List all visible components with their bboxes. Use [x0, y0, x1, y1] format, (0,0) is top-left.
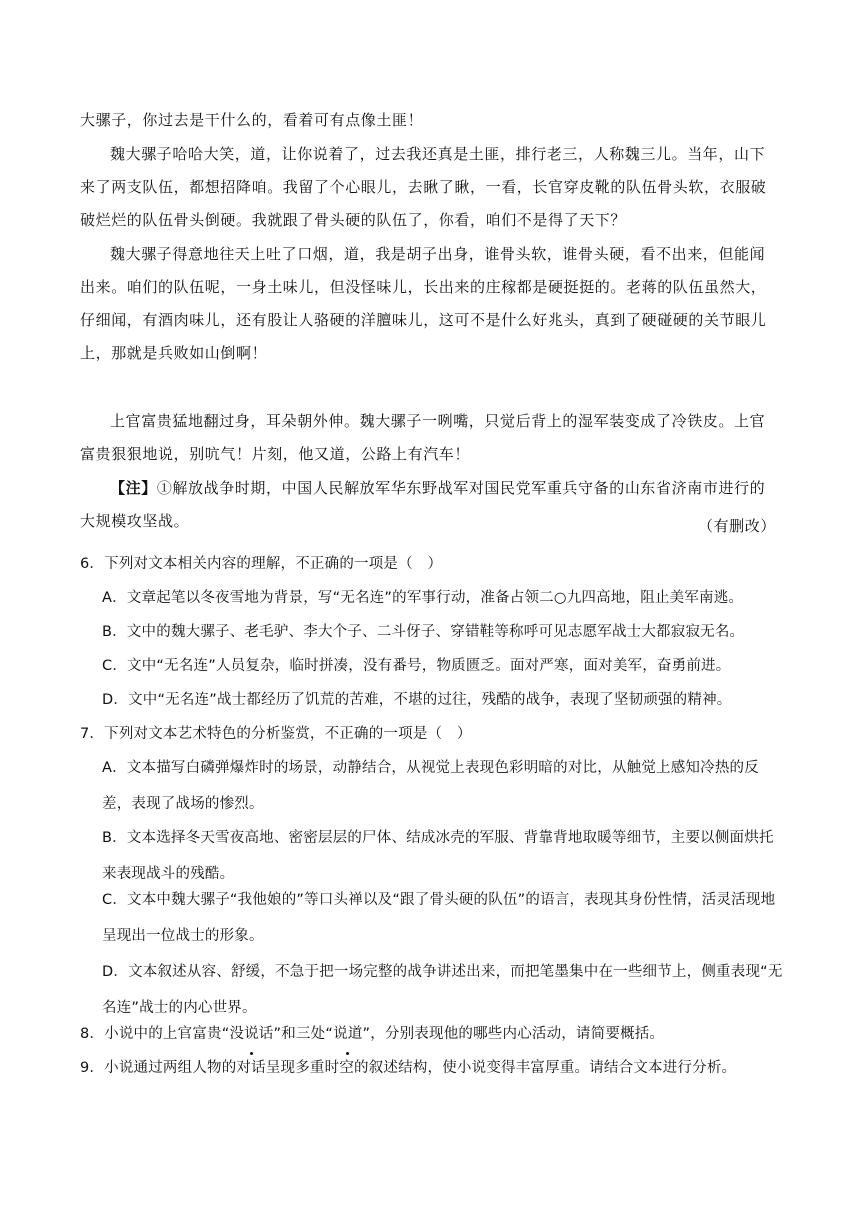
question-7-option-b: B．文本选择冬天雪夜高地、密密层层的尸体、结成冰壳的军服、背靠背地取暖等细节，主要以侧面烘托来表现战斗的残酷。: [102, 830, 774, 882]
question-8-text-mid: ”和三处“: [273, 1026, 334, 1042]
question-8-text-pre: 8．小说中的上官富贵“: [80, 1026, 230, 1042]
question-7-title: 7．下列对文本艺术特色的分析鉴赏，不正确的一项是（ ）: [80, 726, 472, 742]
note-text: ①解放战争时期，中国人民解放军华东野战军对国民党军重兵守备的山东省济南市进行的大规模攻坚战。: [80, 479, 766, 530]
question-7-option-a: A．文本描写白磷弹爆炸时的场景，动静结合，从视觉上表现色彩明暗的对比，从触觉上感知冷热的反差，表现了战场的惨烈。: [102, 760, 759, 812]
question-6-option-c: C．文中“无名连”人员复杂，临时拼凑，没有番号，物质匮乏。面对严寒，面对美军，奋勇前进。: [102, 658, 731, 674]
story-paragraph-3: 魏大骡子得意地往天上吐了口烟，道，我是胡子出身，谁骨头软，谁骨头硬，看不出来，但能闻出来。咱们的队伍呢，一身土味儿，但没怪味儿，长出来的庄稼都是硬挺挺的。老蒋的队伍虽然大，仔细闻，有酒肉味儿，还有股让人骆硬的洋膻味儿，这可不是什么好兆头，真到了硬碰硬的关节眼儿上，那就是兵败如山倒啊！: [80, 245, 767, 362]
note-label: 【注】: [110, 479, 157, 497]
story-paragraph-2: 魏大骡子哈哈大笑，道，让你说着了，过去我还真是土匪，排行老三，人称魏三儿。当年，山下来了两支队伍，都想招降咱。我留了个心眼儿，去瞅了瞅，一看，长官穿皮靴的队伍骨头软，衣服破破烂烂的队伍骨头倒硬。我就跟了骨头硬的队伍了，你看，咱们不是得了天下？: [80, 145, 767, 229]
question-9: 9．小说通过两组人物的对话呈现多重时空的叙述结构，使小说变得丰富厚重。请结合文本进行分析。: [80, 1060, 737, 1076]
source-note: （有删改）: [697, 517, 776, 535]
story-paragraph-1: 大骡子，你过去是干什么的，看着可有点像土匪！: [80, 111, 424, 129]
story-paragraph-4: 上官富贵猛地翻过身，耳朵朝外伸。魏大骡子一咧嘴，只觉后背上的湿军装变成了冷铁皮。上官富贵狠狠地说，别吭气！片刻，他又道，公路上有汽车！: [80, 412, 766, 463]
question-7-option-c: C．文本中魏大骡子“我他娘的”等口头禅以及“跟了骨头硬的队伍”的语言，表现其身份性情，活灵活现地呈现出一位战士的形象。: [102, 892, 776, 944]
question-6-option-a: A．文章起笔以冬夜雪地为背景，写“无名连”的军事行动，准备占领二○九四高地，阻止美军南逃。: [102, 590, 744, 606]
emphasis-shuo-dao: 说道: [333, 1016, 362, 1052]
question-6-option-b: B．文中的魏大骡子、老毛驴、李大个子、二斗伢子、穿错鞋等称呼可见志愿军战士大都寂寂无名。: [102, 624, 745, 640]
question-6-title: 6．下列对文本相关内容的理解，不正确的一项是（ ）: [80, 556, 443, 572]
emphasis-mei-shuo-hua: 没说话: [229, 1016, 273, 1052]
question-6-option-d: D．文中“无名连”战士都经历了饥荒的苦难，不堪的过往，残酷的战争，表现了坚韧顽强的精神。: [102, 692, 732, 708]
question-8: [80, 1016, 780, 1052]
question-8-text-post: ”，分别表现他的哪些内心活动，请简要概括。: [362, 1026, 665, 1042]
question-7-option-d: D．文本叙述从容、舒缓，不急于把一场完整的战争讲述出来，而把笔墨集中在一些细节上，侧重表现“无名连”战士的内心世界。: [102, 964, 783, 1016]
